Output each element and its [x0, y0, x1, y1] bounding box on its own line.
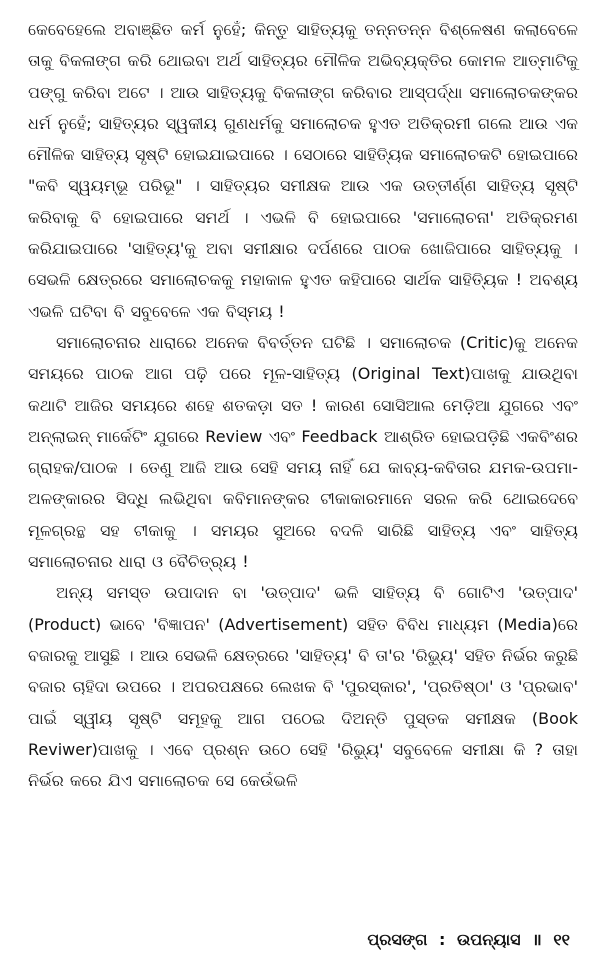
page-number: ୧୧ [553, 930, 570, 949]
paragraph-3: ଅନ୍ୟ ସମସ୍ତ ଉପାଦାନ ବା 'ଉତ୍ପାଦ' ଭଳି ସାହିତ୍ୟ ବି ଗୋଟିଏ 'ଉତ୍ପାଦ' (Product) ଭାବେ 'ବିଜ୍ଞାପନ' (Advertisement) ସହିତ ବିବିଧ ମାଧ୍ୟମ (Media)ରେ ବଜାରକୁ ଆସୁଛି । ଆଉ ସେଭଳି କ୍ଷେତ୍ରରେ 'ସାହିତ୍ୟ' ବି ତା'ର 'ରିଭ୍ୟୁ' ସହିତ ନିର୍ଭର କରୁଛି ବଜାର ଚାହିଦା ଉପରେ । ଅପରପକ୍ଷରେ ଲେଖକ ବି 'ପୁରସ୍କାର', 'ପ୍ରତିଷ୍ଠା' ଓ 'ପ୍ରଭାବ' ପାଇଁ ସ୍ୱୀୟ ସୃଷ୍ଟି ସମୂହକୁ ଆଗ ପଠେଇ ଦିଅନ୍ତି ପୁସ୍ତକ ସମୀକ୍ଷକ (Book Reviwer)ପାଖକୁ । ଏବେ ପ୍ରଶ୍ନ ଉଠେ ସେହି 'ରିଭ୍ୟୁ' ସବୁବେଳେ ସମୀକ୍ଷା କି ? ତାହା ନିର୍ଭର କରେ ଯିଏ ସମାଲୋଚକ ସେ କେଉଁଭଳି [28, 583, 578, 791]
footer-separator: : [438, 930, 446, 949]
footer-title: ଉପନ୍ୟାସ [456, 930, 521, 949]
footer-section: ପ୍ରସଙ୍ଗ [367, 930, 428, 949]
body-text [28, 14, 578, 796]
paragraph-2: ସମାଲୋଚନାର ଧାରାରେ ଅନେକ ବିବର୍ତ୍ତନ ଘଟିଛି । ସମାଲୋଚକ (Critic)କୁ ଅନେକ ସମୟରେ ପାଠକ ଆଗ ପଢ଼ି ପରେ ମୂଳ-ସାହିତ୍ୟ (Original Text)ପାଖକୁ ଯାଉଥିବା କଥାଟି ଆଜିର ସମୟରେ ଶହେ ଶତକଡ଼ା ସତ ! କାରଣ ସୋସିଆଲ ମେଡ଼ିଆ ଯୁଗରେ ଏବଂ ଅନ୍‌ଲାଇନ୍ ମାର୍କେଟିଂ ଯୁଗରେ Review ଏବଂ Feedback ଆଶ୍ରିତ ହୋଇପଡ଼ିଛି ଏକବିଂଶର ଗ୍ରାହକ/ପାଠକ । ତେଣୁ ଆଜି ଆଉ ସେହି ସମୟ ନାହିଁ ଯେ କାବ୍ୟ-କବିତାର ଯମକ-ଉପମା-ଅଳଙ୍କାରର ସିଦ୍ଧି ଲଭିଥିବା କବିମାନଙ୍କର ଟୀକାକାରମାନେ ସରଳ କରି ଥୋଇଦେବେ ମୂଳଗ୍ରନ୍ଥ ସହ ଟୀକାକୁ । ସମୟର ସୁଅରେ ବଦଳି ସାରିଛି ସାହିତ୍ୟ ଏବଂ ସାହିତ୍ୟ ସମାଲୋଚନାର ଧାରା ଓ ବୈଚିତ୍ର୍ୟ ! [28, 332, 578, 572]
paragraph-1: କେବେହେଲେ ଅବାଞ୍ଛିତ କର୍ମ ନୁହେଁ; କିନ୍ତୁ ସାହିତ୍ୟକୁ ତନ୍ନତନ୍ନ ବିଶ୍ଳେଷଣ କଲାବେଳେ ତାକୁ ବିକଳାଙ୍ଗ କରି ଥୋଇବା ଅର୍ଥ ସାହିତ୍ୟର ମୌଳିକ ଅଭିବ୍ୟକ୍ତିର କୋମଳ ଆତ୍ମାଟିକୁ ପଙ୍ଗୁ କରିବା ଅଟେ । ଆଉ ସାହିତ୍ୟକୁ ବିକଳାଙ୍ଗ କରିବାର ଆସ୍ପର୍ଦ୍ଧା ସମାଲୋଚକଙ୍କର ଧର୍ମ ନୁହେଁ; ସାହିତ୍ୟର ସ୍ୱକୀୟ ଗୁଣଧର୍ମକୁ ସମାଲୋଚକ ହୁଏତ ଅତିକ୍ରମୀ ଗଲେ ଆଉ ଏକ ମୌଳିକ ସାହିତ୍ୟ ସୃଷ୍ଟି ହୋଇଯାଇପାରେ । ସେଠାରେ ସାହିତ୍ୟିକ ସମାଲୋଚକଟି ହୋଇପାରେ "କବି ସ୍ୱୟମ୍ଭୂ ପରିଭୂ" । ସାହିତ୍ୟର ସମୀକ୍ଷକ ଆଉ ଏକ ଉତ୍ତୀର୍ଣ୍ଣ ସାହିତ୍ୟ ସୃଷ୍ଟି କରିବାକୁ ବି ହୋଇପାରେ ସମର୍ଥ । ଏଭଳି ବି ହୋଇପାରେ 'ସମାଲୋଚନା' ଅତିକ୍ରମଣ କରିଯାଇପାରେ 'ସାହିତ୍ୟ'କୁ ଅବା ସମୀକ୍ଷାର ଦର୍ପଣରେ ପାଠକ ଖୋଜିପାରେ ସାହିତ୍ୟକୁ । ସେଭଳି କ୍ଷେତ୍ରରେ ସମାଲୋଚକକୁ ମହାକାଳ ହୁଏତ କହିପାରେ ସାର୍ଥକ ସାହିତ୍ୟିକ ! ଅବଶ୍ୟ ଏଭଳି ଘଟିବା ବି ସବୁବେଳେ ଏକ ବିସ୍ମୟ ! [28, 20, 578, 321]
footer-divider: ॥ [532, 930, 542, 949]
page-footer [367, 928, 570, 952]
